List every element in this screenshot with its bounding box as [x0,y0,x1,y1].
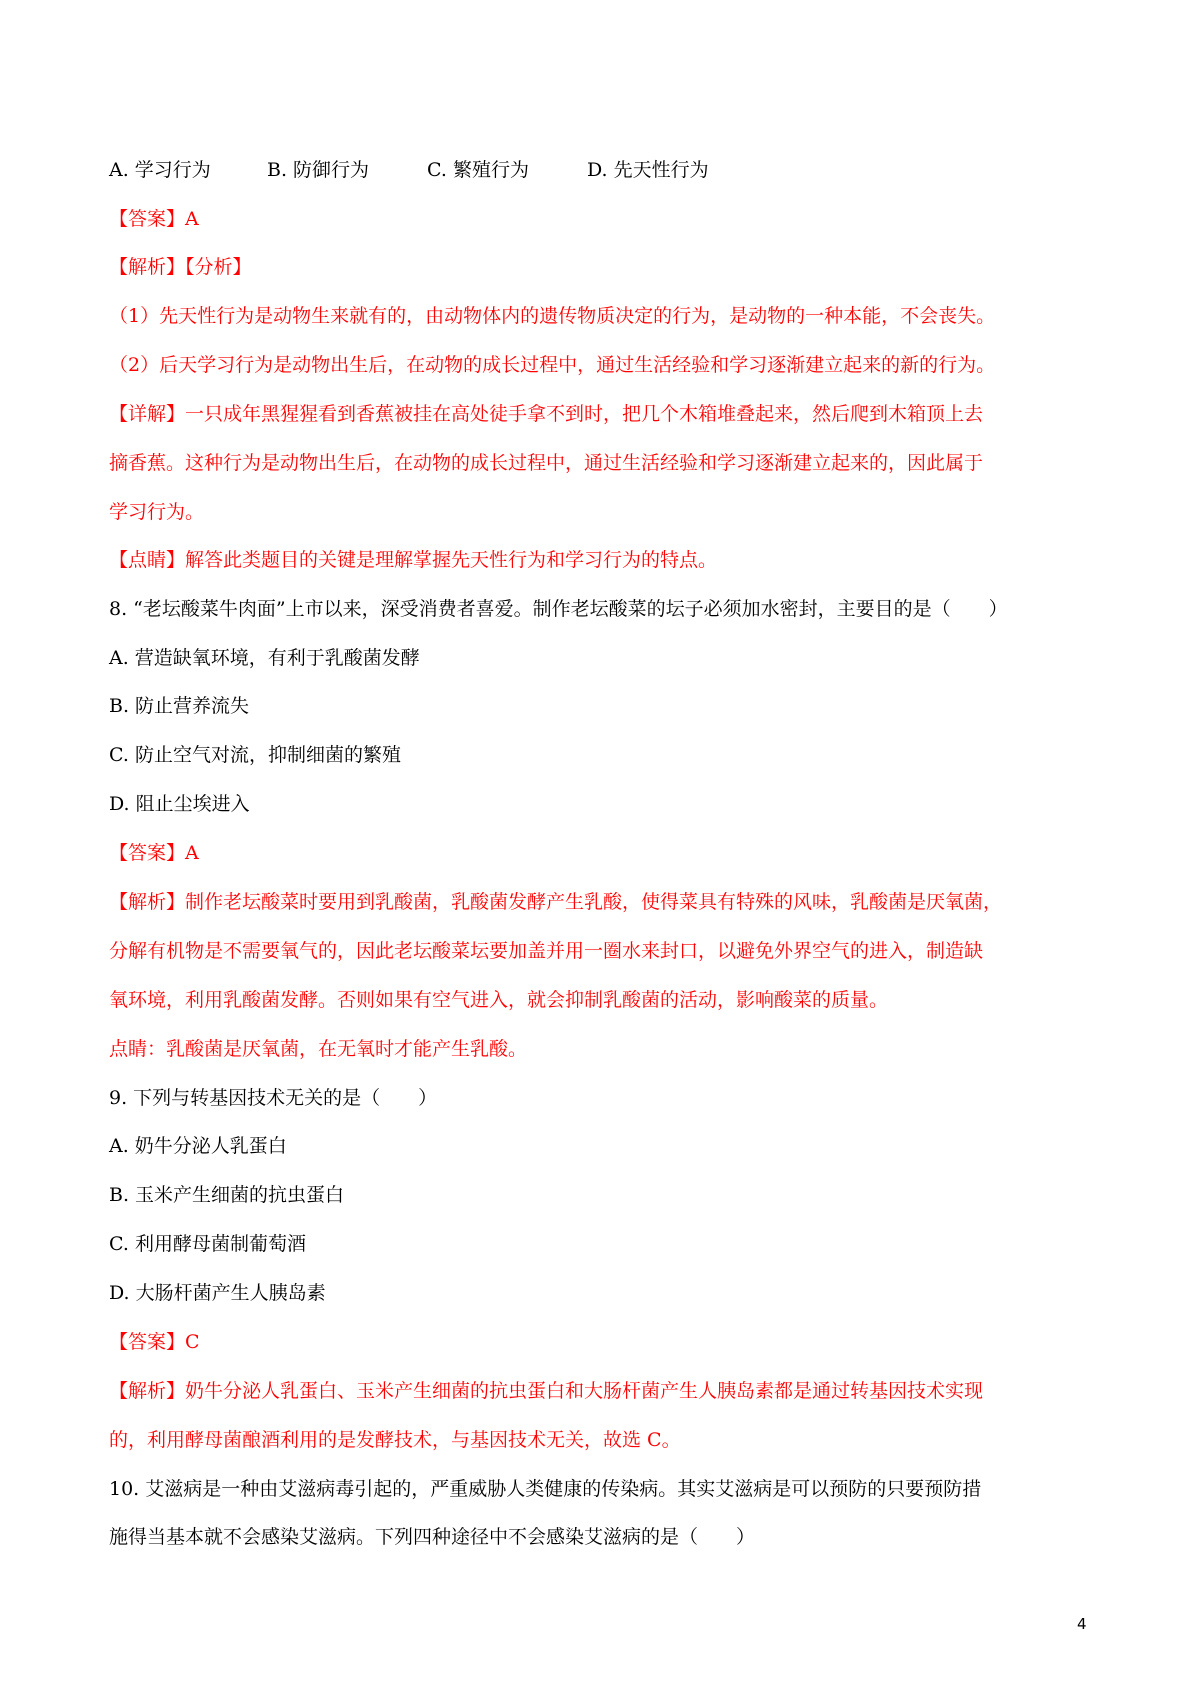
q8-option-a: A. 营造缺氧环境，有利于乳酸菌发酵 [109,647,420,669]
q7-detail-line-3: 学习行为。 [109,501,205,523]
q9-stem: 9. 下列与转基因技术无关的是（ ） [109,1087,438,1109]
q7-option-d: D. 先天性行为 [587,159,709,181]
q7-detail-line-1 [109,399,983,426]
q8-analysis-line-1 [109,887,1002,914]
q9-analysis-text-1: 奶牛分泌人乳蛋白、玉米产生细菌的抗虫蛋白和大肠杆菌产生人胰岛素都是通过转基因技术实现 [185,1380,984,1402]
q9-option-b: B. 玉米产生细菌的抗虫蛋白 [109,1184,345,1206]
q7-detail-line-2: 摘香蕉。这种行为是动物出生后，在动物的成长过程中，通过生活经验和学习逐渐建立起来的，因此属于 [109,452,984,474]
q9-answer-value: C [185,1331,200,1353]
q7-option-c: C. 繁殖行为 [427,159,529,181]
q8-analysis-text-1: 制作老坛酸菜时要用到乳酸菌，乳酸菌发酵产生乳酸，使得菜具有特殊的风味，乳酸菌是厌氧菌， [185,891,1003,913]
q7-point-text: 解答此类题目的关键是理解掌握先天性行为和学习行为的特点。 [185,549,718,571]
q9-answer [109,1327,200,1354]
q7-option-a: A. 学习行为 [109,159,211,181]
q8-answer [109,838,199,865]
q9-analysis-line-1 [109,1376,983,1403]
q8-option-c: C. 防止空气对流，抑制细菌的繁殖 [109,744,401,766]
q7-answer-value: A [185,208,199,230]
q7-option-b: B. 防御行为 [267,159,370,181]
q8-answer-tag: 【答案】 [109,842,186,864]
q7-answer [109,204,199,231]
q9-analysis-line-2: 的，利用酵母菌酿酒利用的是发酵技术，与基因技术无关，故选 C。 [109,1429,681,1451]
q7-detail-tag: 【详解】 [109,403,186,425]
q8-analysis-line-2: 分解有机物是不需要氧气的，因此老坛酸菜坛要加盖并用一圈水来封口，以避免外界空气的进入，制造缺 [109,940,984,962]
q7-point-tag: 【点睛】 [109,549,186,571]
q8-option-d: D. 阻止尘埃进入 [109,793,250,815]
q8-analysis-line-3: 氧环境，利用乳酸菌发酵。否则如果有空气进入，就会抑制乳酸菌的活动，影响酸菜的质量。 [109,989,889,1011]
q9-option-a: A. 奶牛分泌人乳蛋白 [109,1135,287,1157]
q8-answer-value: A [185,842,199,864]
q9-option-c: C. 利用酵母菌制葡萄酒 [109,1233,306,1255]
q9-analysis-tag: 【解析】 [109,1380,186,1402]
q7-analysis-2: （2）后天学习行为是动物出生后，在动物的成长过程中，通过生活经验和学习逐渐建立起来的新的行为。 [109,354,996,376]
q7-options [109,155,709,182]
q7-analysis-1: （1）先天性行为是动物生来就有的，由动物体内的遗传物质决定的行为，是动物的一种本能，不会丧失。 [109,305,996,327]
q8-analysis-tag: 【解析】 [109,891,186,913]
q9-answer-tag: 【答案】 [109,1331,186,1353]
q8-point: 点睛：乳酸菌是厌氧菌，在无氧时才能产生乳酸。 [109,1038,528,1060]
q7-analysis-tag: 【解析】【分析】 [109,256,252,278]
q7-detail-text-1: 一只成年黑猩猩看到香蕉被挂在高处徒手拿不到时，把几个木箱堆叠起来，然后爬到木箱顶上去 [185,403,984,425]
q7-answer-tag: 【答案】 [109,208,186,230]
q10-stem-line-1: 10. 艾滋病是一种由艾滋病毒引起的，严重威胁人类健康的传染病。其实艾滋病是可以预防的只要预防措 [109,1478,982,1500]
q8-stem: 8. “老坛酸菜牛肉面”上市以来，深受消费者喜爱。制作老坛酸菜的坛子必须加水密封，主要目的是（ ） [109,598,1008,620]
q9-option-d: D. 大肠杆菌产生人胰岛素 [109,1282,326,1304]
q8-option-b: B. 防止营养流失 [109,695,250,717]
q10-stem-line-2: 施得当基本就不会感染艾滋病。下列四种途径中不会感染艾滋病的是（ ） [109,1526,756,1548]
page-number: 4 [1077,1615,1087,1633]
q7-point [109,545,717,572]
